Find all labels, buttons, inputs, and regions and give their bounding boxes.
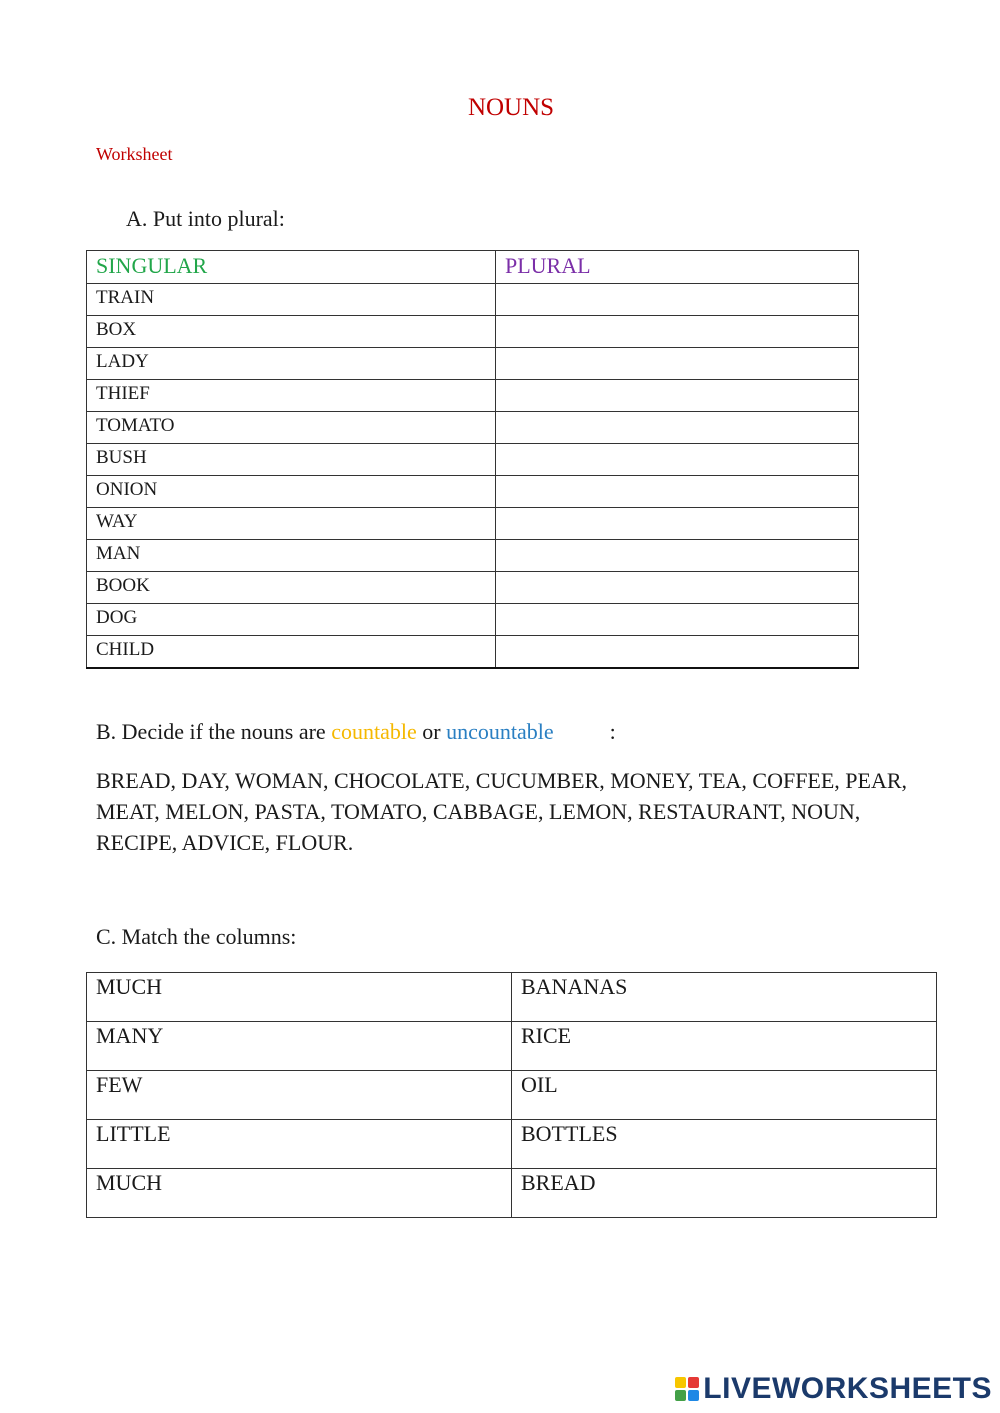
countable-label: countable: [331, 719, 417, 744]
singular-word: ONION: [87, 476, 496, 508]
plural-table-row: [87, 604, 859, 636]
liveworksheets-logo-icon: [675, 1377, 699, 1401]
page-subtitle: Worksheet: [96, 144, 173, 164]
singular-word: MAN: [87, 540, 496, 572]
page-title: NOUNS: [467, 94, 555, 121]
section-b-colon: :: [609, 719, 616, 744]
plural-table-row: [87, 412, 859, 444]
plural-table-row: [87, 636, 859, 669]
plural-answer-cell[interactable]: [496, 572, 859, 604]
plural-table-row: [87, 540, 859, 572]
quantifier-cell[interactable]: LITTLE: [87, 1120, 512, 1169]
match-table-row: [87, 1071, 937, 1120]
plural-table-row: [87, 316, 859, 348]
plural-table-row: [87, 508, 859, 540]
match-table: [86, 972, 937, 1218]
plural-answer-cell[interactable]: [496, 348, 859, 380]
plural-table-row: [87, 348, 859, 380]
quantifier-cell[interactable]: MUCH: [87, 1169, 512, 1218]
plural-table-row: [87, 476, 859, 508]
noun-cell[interactable]: BANANAS: [512, 973, 937, 1022]
uncountable-label: uncountable: [446, 719, 554, 744]
match-table-row: [87, 973, 937, 1022]
quantifier-cell[interactable]: MUCH: [87, 973, 512, 1022]
quantifier-cell[interactable]: FEW: [87, 1071, 512, 1120]
singular-word: DOG: [87, 604, 496, 636]
plural-table-row: [87, 572, 859, 604]
plural-table-row: [87, 444, 859, 476]
match-table-row: [87, 1169, 937, 1218]
plural-answer-cell[interactable]: [496, 540, 859, 572]
plural-answer-cell[interactable]: [496, 444, 859, 476]
singular-word: TRAIN: [87, 284, 496, 316]
match-table-row: [87, 1022, 937, 1071]
singular-word: LADY: [87, 348, 496, 380]
section-b-prefix: B. Decide if the nouns are: [96, 719, 332, 744]
plural-table-header: [87, 251, 859, 284]
plural-answer-cell[interactable]: [496, 412, 859, 444]
noun-cell[interactable]: OIL: [512, 1071, 937, 1120]
plural-answer-cell[interactable]: [496, 316, 859, 348]
brand-text: LIVEWORKSHEETS: [703, 1372, 992, 1405]
singular-word: TOMATO: [87, 412, 496, 444]
or-label: or: [416, 719, 447, 744]
plural-answer-cell[interactable]: [496, 508, 859, 540]
noun-cell[interactable]: RICE: [512, 1022, 937, 1071]
singular-word: BUSH: [87, 444, 496, 476]
section-b-heading: [96, 719, 616, 745]
plural-answer-cell[interactable]: [496, 284, 859, 316]
brand-footer[interactable]: [675, 1372, 992, 1406]
plural-table-row: [87, 284, 859, 316]
plural-table: [86, 250, 859, 669]
plural-answer-cell[interactable]: [496, 380, 859, 412]
singular-word: BOOK: [87, 572, 496, 604]
quantifier-cell[interactable]: MANY: [87, 1022, 512, 1071]
noun-cell[interactable]: BOTTLES: [512, 1120, 937, 1169]
singular-word: CHILD: [87, 636, 496, 669]
singular-word: BOX: [87, 316, 496, 348]
plural-column-header: PLURAL: [496, 251, 859, 284]
plural-table-row: [87, 380, 859, 412]
plural-answer-cell[interactable]: [496, 604, 859, 636]
noun-list: BREAD, DAY, WOMAN, CHOCOLATE, CUCUMBER, MONEY, TEA, COFFEE, PEAR, MEAT, MELON, PASTA, TOMATO, CABBAGE, LEMON, RESTAURANT, NOUN, RECIPE, ADVICE, FLOUR.: [96, 768, 908, 855]
plural-answer-cell[interactable]: [496, 636, 859, 669]
section-a-heading: A. Put into plural:: [126, 206, 285, 231]
singular-word: WAY: [87, 508, 496, 540]
match-table-row: [87, 1120, 937, 1169]
section-c-heading: C. Match the columns:: [96, 924, 297, 949]
singular-column-header: SINGULAR: [87, 251, 496, 284]
noun-cell[interactable]: BREAD: [512, 1169, 937, 1218]
plural-answer-cell[interactable]: [496, 476, 859, 508]
singular-word: THIEF: [87, 380, 496, 412]
